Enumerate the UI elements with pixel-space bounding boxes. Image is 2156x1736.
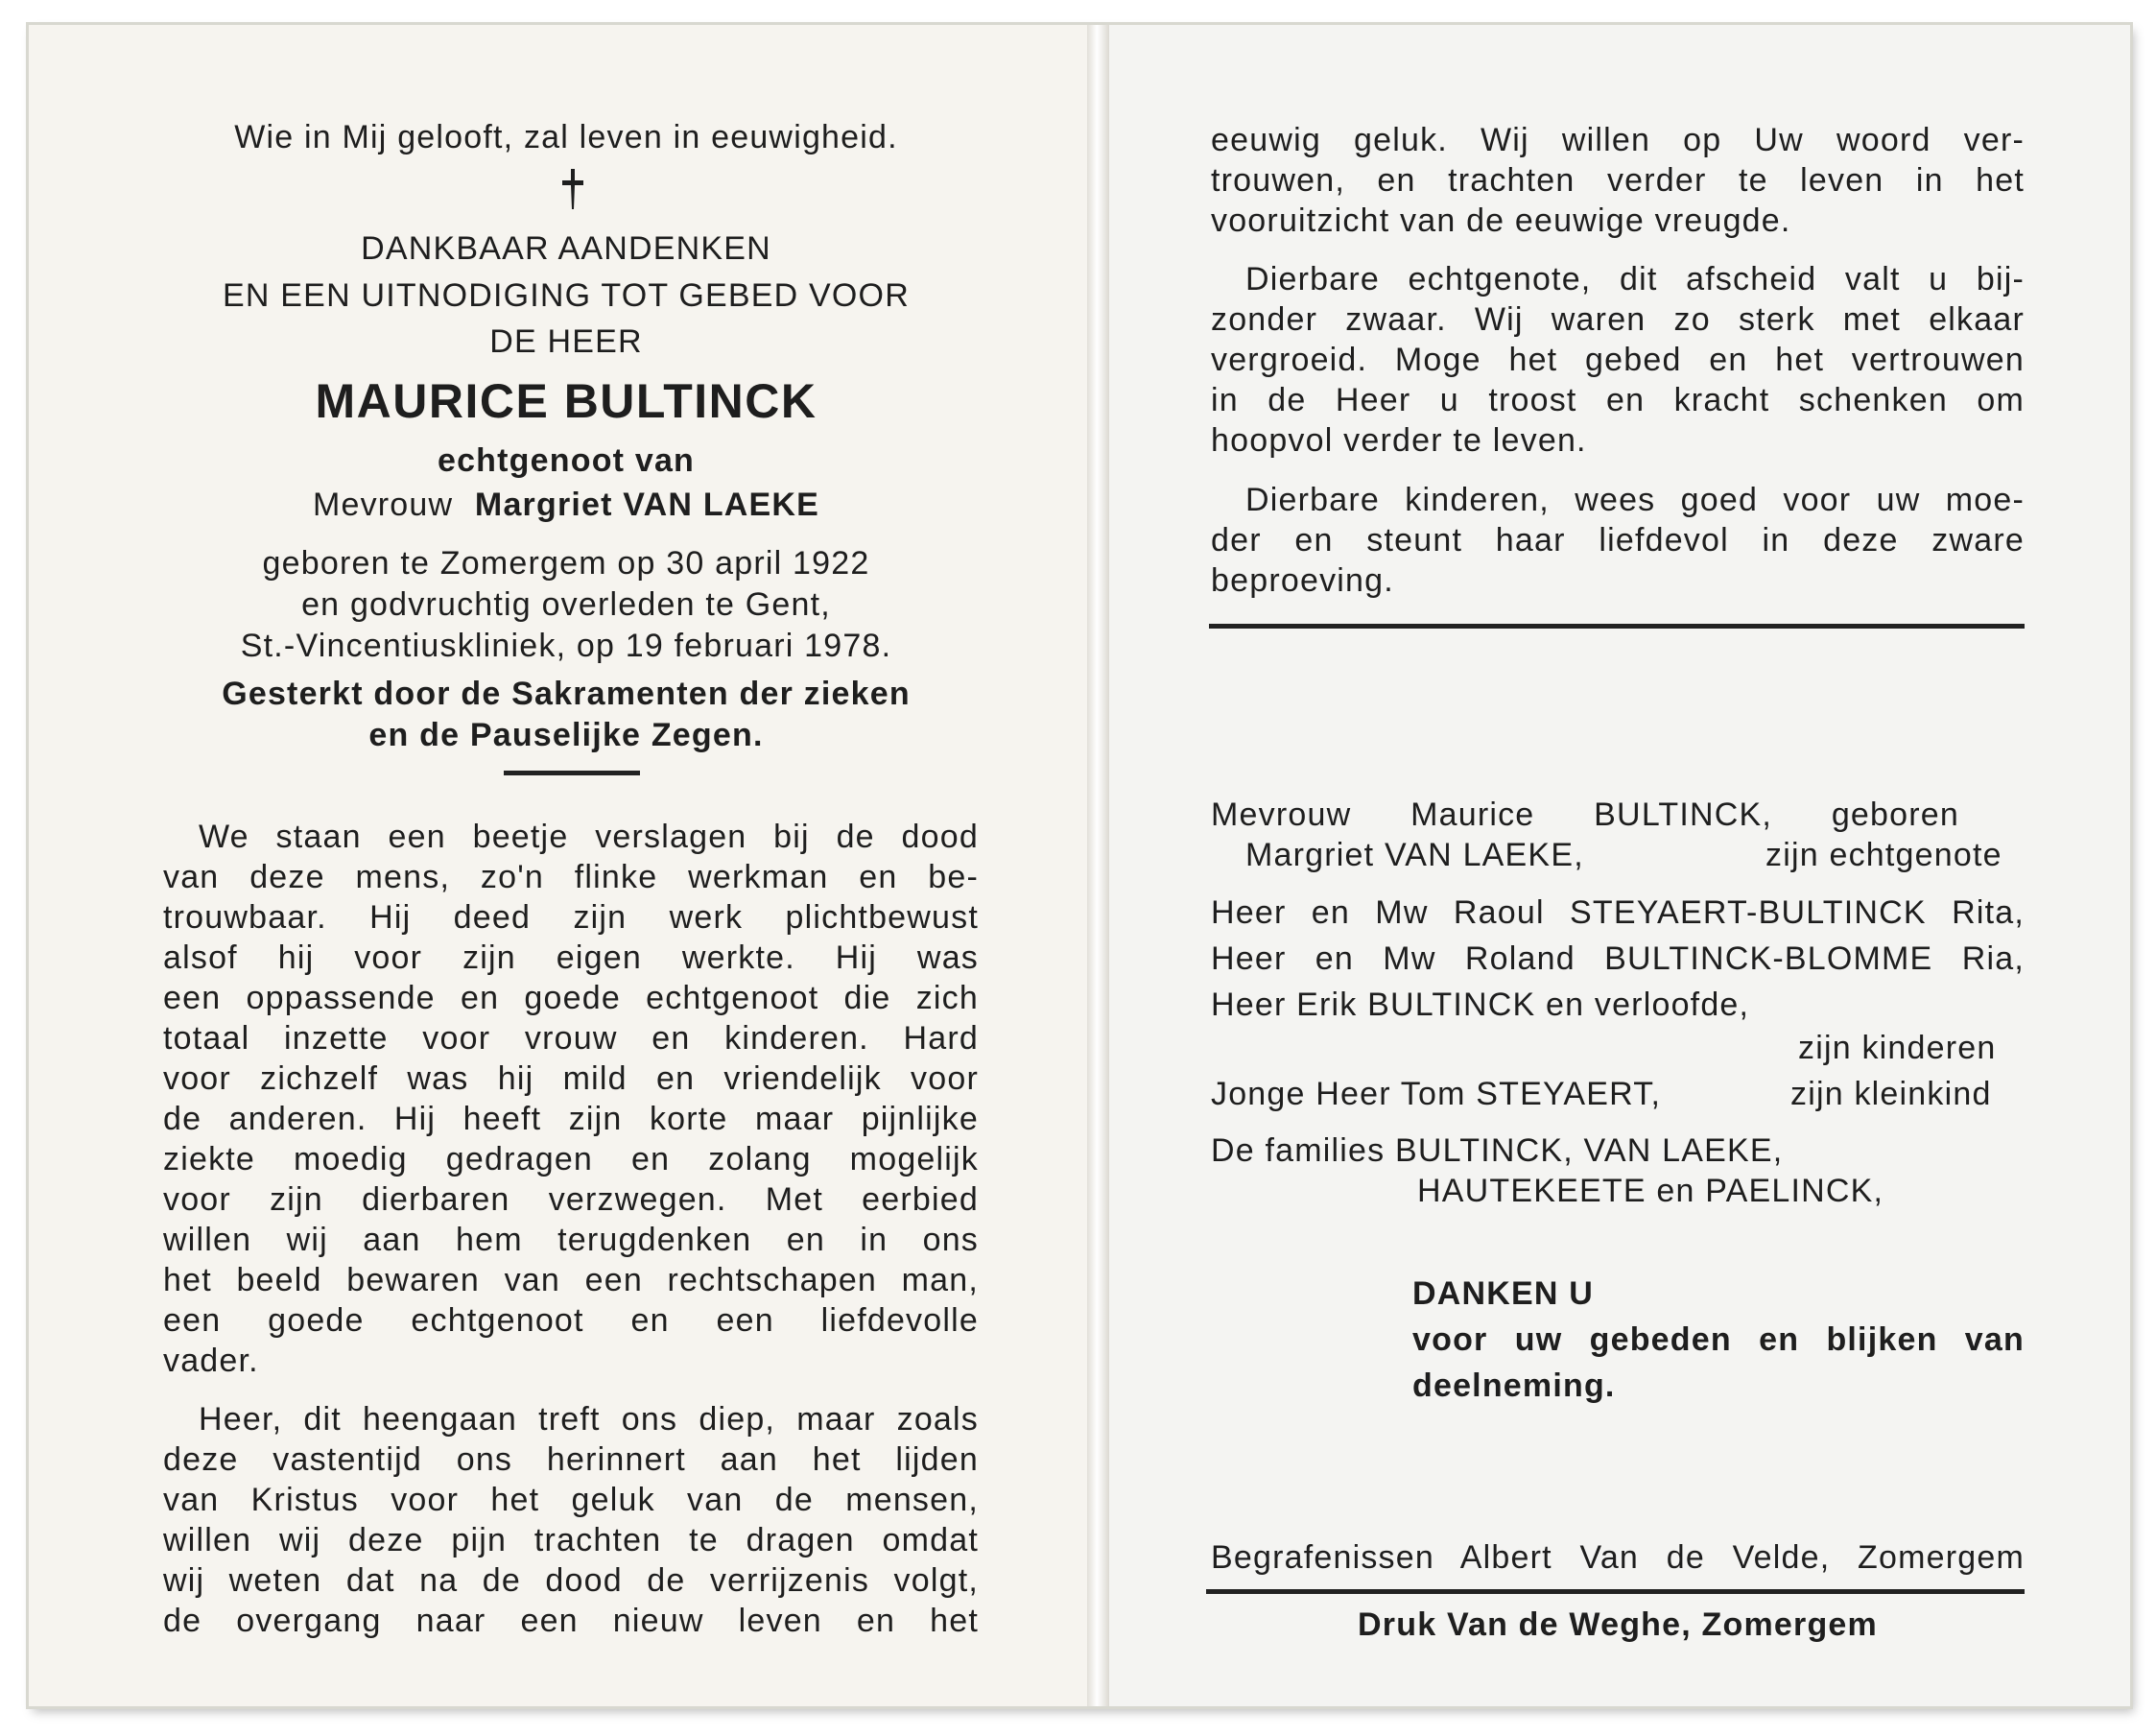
thanks-title: DANKEN U — [1412, 1275, 1595, 1312]
text-line: der en steunt haar liefdevol in deze zware — [1211, 522, 2025, 559]
cross-icon — [560, 169, 585, 213]
text-line: vader. — [163, 1343, 259, 1379]
text-line: vooruitzicht van de eeuwige vreugde. — [1211, 202, 1791, 239]
text-line: hoopvol verder te leven. — [1211, 422, 1587, 459]
text-line: ziekte moedig gedragen en zolang mogelijk — [163, 1141, 979, 1177]
text-line: alsof hij voor zijn eigen werkte. Hij was — [163, 939, 979, 976]
spouse-name: Margriet VAN LAEKE — [474, 487, 820, 523]
printer-credit: Druk Van de Weghe, Zomergem — [1358, 1606, 1878, 1643]
card-fold — [1087, 25, 1109, 1706]
grandchild-role: zijn kleinkind — [1790, 1076, 1992, 1112]
text-line: beproeving. — [1211, 562, 1394, 599]
long-divider — [1209, 624, 2025, 629]
spouse-intro: echtgenoot van — [437, 442, 696, 479]
text-line: het beeld bewaren van een rechtschapen man, — [163, 1262, 979, 1298]
heading-line-2: EN EEN UITNODIGING TOT GEBED VOOR — [223, 277, 910, 314]
text-line: zonder zwaar. Wij waren zo sterk met elkaar — [1211, 301, 2025, 338]
spouse-prefix: Mevrouw — [312, 487, 454, 523]
thanks-line-2: deelneming. — [1412, 1367, 1616, 1404]
child-line-1: Heer en Mw Raoul STEYAERT-BULTINCK Rita, — [1211, 894, 2025, 931]
text-line: een goede echtgenoot en een liefdevolle — [163, 1302, 979, 1339]
children-role: zijn kinderen — [1798, 1030, 1997, 1066]
motto: Wie in Mij gelooft, zal leven in eeuwigheid. — [234, 119, 898, 155]
text-line: trouwen, en trachten verder te leven in het — [1211, 162, 2025, 199]
thanks-line-1: voor uw gebeden en blijken van — [1412, 1321, 2025, 1358]
text-line: willen wij deze pijn trachten te dragen omdat — [163, 1522, 979, 1558]
text-line: wij weten dat na de dood de verrijzenis volgt, — [163, 1562, 979, 1599]
text-line: deze vastentijd ons herinnert aan het lijden — [163, 1441, 979, 1478]
short-divider — [504, 771, 640, 775]
text-line: voor zichzelf was hij mild en vriendelijk voor — [163, 1060, 979, 1097]
deceased-name: MAURICE BULTINCK — [315, 374, 817, 428]
spouse-line — [144, 485, 988, 525]
bottom-divider — [1206, 1589, 2025, 1594]
text-line: willen wij aan hem terugdenken en in ons — [163, 1222, 979, 1258]
text-line: Heer, dit heengaan treft ons diep, maar zoals — [199, 1401, 979, 1438]
text-line: voor zijn dierbaren verzwegen. Met eerbied — [163, 1181, 979, 1218]
child-line-3: Heer Erik BULTINCK en verloofde, — [1211, 987, 1750, 1023]
text-line: trouwbaar. Hij deed zijn werk plichtbewust — [163, 899, 979, 936]
text-line: vergroeid. Moge het gebed en het vertrouwen — [1211, 342, 2025, 378]
grandchild-name: Jonge Heer Tom STEYAERT, — [1211, 1076, 1662, 1112]
text-line: van Kristus voor het geluk van de mensen, — [163, 1482, 979, 1518]
funeral-director: Begrafenissen Albert Van de Velde, Zomergem — [1211, 1539, 2025, 1576]
wife-line-2: Margriet VAN LAEKE, — [1245, 837, 1584, 873]
wife-line-1: Mevrouw Maurice BULTINCK, geboren — [1211, 797, 1959, 833]
life-line-3: St.-Vincentiuskliniek, op 19 februari 1978. — [240, 628, 892, 664]
life-line-2: en godvruchtig overleden te Gent, — [301, 586, 831, 623]
text-line: in de Heer u troost en kracht schenken om — [1211, 382, 2025, 418]
heading-line-3: DE HEER — [489, 323, 643, 360]
wife-role: zijn echtgenote — [1765, 837, 2002, 873]
text-line: Dierbare echtgenote, dit afscheid valt u bij- — [1245, 261, 2025, 297]
child-line-2: Heer en Mw Roland BULTINCK-BLOMME Ria, — [1211, 940, 2025, 977]
text-line: een oppassende en goede echtgenoot die zich — [163, 980, 979, 1016]
families-line-2: HAUTEKEETE en PAELINCK, — [1417, 1173, 1884, 1209]
life-line-1: geboren te Zomergem op 30 april 1922 — [262, 545, 870, 582]
sacrament-line-2: en de Pauselijke Zegen. — [368, 717, 764, 753]
sacrament-line-1: Gesterkt door de Sakramenten der zieken — [222, 676, 911, 712]
text-line: eeuwig geluk. Wij willen op Uw woord ver- — [1211, 122, 2025, 158]
text-line: We staan een beetje verslagen bij de dood — [199, 819, 979, 855]
text-line: Dierbare kinderen, wees goed voor uw moe- — [1245, 482, 2025, 518]
families-line-1: De families BULTINCK, VAN LAEKE, — [1211, 1132, 1784, 1169]
text-line: de overgang naar een nieuw leven en het — [163, 1603, 979, 1639]
text-line: totaal inzette voor vrouw en kinderen. Hard — [163, 1020, 979, 1057]
heading-line-1: DANKBAAR AANDENKEN — [361, 230, 771, 267]
text-line: de anderen. Hij heeft zijn korte maar pijnlijke — [163, 1101, 979, 1137]
text-line: van deze mens, zo'n flinke werkman en be- — [163, 859, 979, 895]
